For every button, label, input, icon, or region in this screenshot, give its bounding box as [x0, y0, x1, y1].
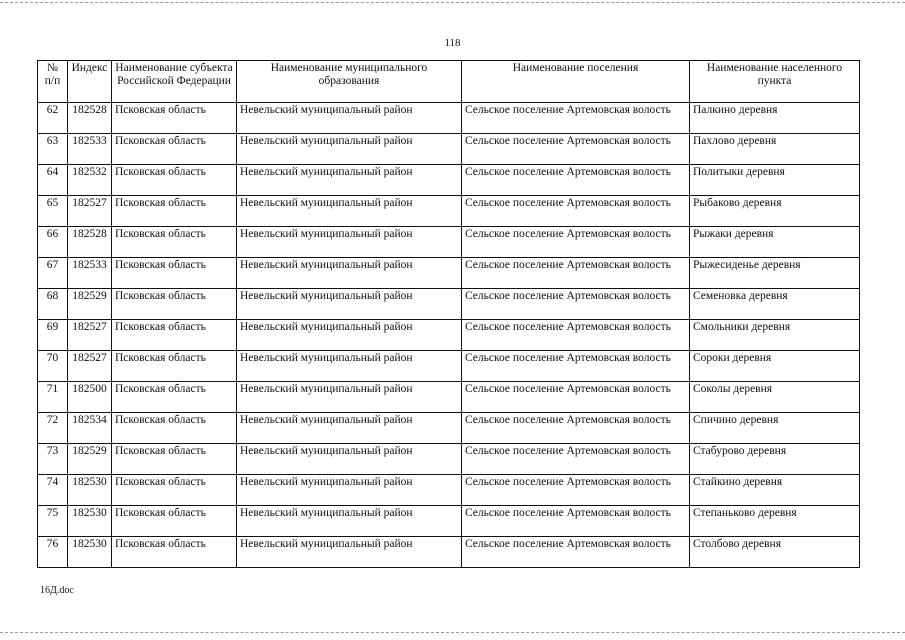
row-locality: Стайкино деревня: [690, 475, 860, 506]
row-subject: Псковская область: [112, 537, 237, 568]
row-subject: Псковская область: [112, 165, 237, 196]
row-locality: Рыжесиденье деревня: [690, 258, 860, 289]
table-row: [38, 165, 860, 196]
row-subject: Псковская область: [112, 289, 237, 320]
header-settlement: Наименование поселения: [462, 61, 690, 103]
row-subject: Псковская область: [112, 351, 237, 382]
table-row: [38, 475, 860, 506]
page-number: 118: [444, 37, 461, 49]
row-number: 68: [38, 289, 68, 320]
row-locality: Стабурово деревня: [690, 444, 860, 475]
row-settlement: Сельское поселение Артемовская волость: [462, 289, 690, 320]
row-subject: Псковская область: [112, 134, 237, 165]
table-row: [38, 413, 860, 444]
row-settlement: Сельское поселение Артемовская волость: [462, 444, 690, 475]
row-number: 69: [38, 320, 68, 351]
table-row: [38, 444, 860, 475]
row-number: 74: [38, 475, 68, 506]
row-municipality: Невельский муниципальный район: [237, 320, 462, 351]
row-number: 76: [38, 537, 68, 568]
table-row: [38, 320, 860, 351]
row-locality: Пахлово деревня: [690, 134, 860, 165]
row-subject: Псковская область: [112, 196, 237, 227]
scan-edge-bottom: [0, 632, 905, 633]
table-row: [38, 103, 860, 134]
row-settlement: Сельское поселение Артемовская волость: [462, 165, 690, 196]
row-subject: Псковская область: [112, 258, 237, 289]
row-index: 182527: [68, 351, 112, 382]
row-locality: Рыбаково деревня: [690, 196, 860, 227]
row-number: 62: [38, 103, 68, 134]
row-municipality: Невельский муниципальный район: [237, 382, 462, 413]
row-municipality: Невельский муниципальный район: [237, 227, 462, 258]
header-subject: Наименование субъекта Российской Федерации: [112, 61, 237, 103]
row-index: 182532: [68, 165, 112, 196]
table-row: [38, 382, 860, 413]
row-settlement: Сельское поселение Артемовская волость: [462, 351, 690, 382]
row-index: 182530: [68, 537, 112, 568]
row-locality: Смольники деревня: [690, 320, 860, 351]
table-row: [38, 227, 860, 258]
scan-edge-top: [0, 2, 905, 3]
table-header-row: [38, 61, 860, 103]
row-settlement: Сельское поселение Артемовская волость: [462, 196, 690, 227]
row-municipality: Невельский муниципальный район: [237, 506, 462, 537]
table-row: [38, 351, 860, 382]
row-municipality: Невельский муниципальный район: [237, 444, 462, 475]
row-municipality: Невельский муниципальный район: [237, 537, 462, 568]
row-subject: Псковская область: [112, 475, 237, 506]
row-number: 70: [38, 351, 68, 382]
row-locality: Соколы деревня: [690, 382, 860, 413]
row-index: 182528: [68, 227, 112, 258]
row-index: 182527: [68, 196, 112, 227]
row-index: 182533: [68, 258, 112, 289]
row-locality: Палкино деревня: [690, 103, 860, 134]
table-row: [38, 196, 860, 227]
row-settlement: Сельское поселение Артемовская волость: [462, 475, 690, 506]
row-locality: Семеновка деревня: [690, 289, 860, 320]
row-number: 71: [38, 382, 68, 413]
row-index: 182530: [68, 475, 112, 506]
row-locality: Степаньково деревня: [690, 506, 860, 537]
row-subject: Псковская область: [112, 382, 237, 413]
row-index: 182533: [68, 134, 112, 165]
row-municipality: Невельский муниципальный район: [237, 196, 462, 227]
table-row: [38, 258, 860, 289]
table-row: [38, 134, 860, 165]
row-subject: Псковская область: [112, 444, 237, 475]
footer-filename: 16Д.doc: [40, 585, 74, 596]
row-municipality: Невельский муниципальный район: [237, 475, 462, 506]
row-municipality: Невельский муниципальный район: [237, 351, 462, 382]
row-subject: Псковская область: [112, 320, 237, 351]
row-locality: Политыки деревня: [690, 165, 860, 196]
row-number: 67: [38, 258, 68, 289]
row-index: 182534: [68, 413, 112, 444]
row-index: 182530: [68, 506, 112, 537]
row-locality: Столбово деревня: [690, 537, 860, 568]
row-settlement: Сельское поселение Артемовская волость: [462, 103, 690, 134]
row-number: 63: [38, 134, 68, 165]
row-number: 65: [38, 196, 68, 227]
table-row: [38, 537, 860, 568]
row-settlement: Сельское поселение Артемовская волость: [462, 413, 690, 444]
row-subject: Псковская область: [112, 413, 237, 444]
row-municipality: Невельский муниципальный район: [237, 258, 462, 289]
row-index: 182529: [68, 444, 112, 475]
row-municipality: Невельский муниципальный район: [237, 103, 462, 134]
table-row: [38, 289, 860, 320]
row-settlement: Сельское поселение Артемовская волость: [462, 506, 690, 537]
row-index: 182529: [68, 289, 112, 320]
row-settlement: Сельское поселение Артемовская волость: [462, 320, 690, 351]
table-body: [38, 103, 860, 568]
row-settlement: Сельское поселение Артемовская волость: [462, 227, 690, 258]
row-municipality: Невельский муниципальный район: [237, 134, 462, 165]
row-municipality: Невельский муниципальный район: [237, 165, 462, 196]
row-number: 73: [38, 444, 68, 475]
row-index: 182500: [68, 382, 112, 413]
row-settlement: Сельское поселение Артемовская волость: [462, 258, 690, 289]
row-number: 66: [38, 227, 68, 258]
row-locality: Спичино деревня: [690, 413, 860, 444]
row-locality: Рыжаки деревня: [690, 227, 860, 258]
row-municipality: Невельский муниципальный район: [237, 413, 462, 444]
row-settlement: Сельское поселение Артемовская волость: [462, 382, 690, 413]
row-number: 75: [38, 506, 68, 537]
header-number: № п/п: [38, 61, 68, 103]
row-subject: Псковская область: [112, 506, 237, 537]
locality-table: [37, 60, 860, 568]
row-subject: Псковская область: [112, 227, 237, 258]
row-index: 182528: [68, 103, 112, 134]
row-locality: Сороки деревня: [690, 351, 860, 382]
table-row: [38, 506, 860, 537]
row-settlement: Сельское поселение Артемовская волость: [462, 537, 690, 568]
row-subject: Псковская область: [112, 103, 237, 134]
row-number: 64: [38, 165, 68, 196]
header-index: Индекс: [68, 61, 112, 103]
row-number: 72: [38, 413, 68, 444]
header-municipality: Наименование муниципального образования: [237, 61, 462, 103]
row-settlement: Сельское поселение Артемовская волость: [462, 134, 690, 165]
row-index: 182527: [68, 320, 112, 351]
row-municipality: Невельский муниципальный район: [237, 289, 462, 320]
header-locality: Наименование населенного пункта: [690, 61, 860, 103]
